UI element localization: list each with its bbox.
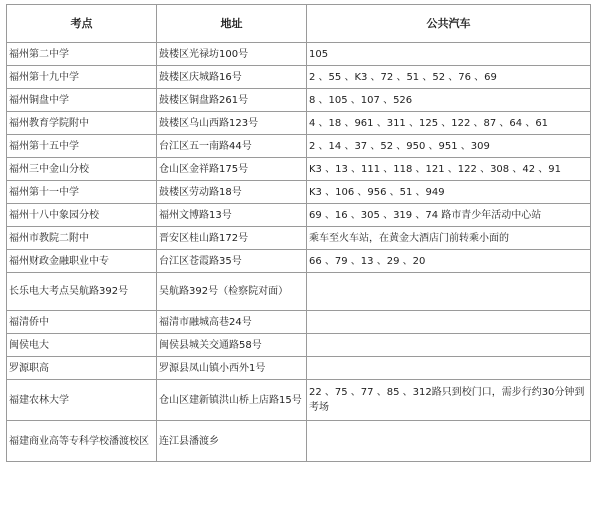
cell-bus: 2 、55 、K3 、72 、51 、52 、76 、69 <box>307 66 591 89</box>
cell-address: 仓山区建新镇洪山桥上店路15号 <box>157 380 307 421</box>
cell-site: 福州财政金融职业中专 <box>7 250 157 273</box>
cell-bus: 乘车至火车站，在黄金大酒店门前转乘小面的 <box>307 227 591 250</box>
cell-address: 仓山区金祥路175号 <box>157 158 307 181</box>
cell-bus <box>307 334 591 357</box>
cell-address: 晋安区桂山路172号 <box>157 227 307 250</box>
cell-site: 福州第二中学 <box>7 43 157 66</box>
cell-site: 福州第十九中学 <box>7 66 157 89</box>
cell-address: 台江区五一南路44号 <box>157 135 307 158</box>
cell-bus: 4 、18 、961 、311 、125 、122 、87 、64 、61 <box>307 112 591 135</box>
cell-bus: K3 、106 、956 、51 、949 <box>307 181 591 204</box>
cell-bus: 8 、105 、107 、526 <box>307 89 591 112</box>
cell-address: 福州文博路13号 <box>157 204 307 227</box>
cell-site: 福州教育学院附中 <box>7 112 157 135</box>
table-row <box>7 158 591 181</box>
exam-site-table <box>6 4 591 462</box>
cell-bus: 2 、14 、37 、52 、950 、951 、309 <box>307 135 591 158</box>
header-exam-site: 考点 <box>7 5 157 43</box>
cell-site: 福州铜盘中学 <box>7 89 157 112</box>
cell-address: 连江县潘渡乡 <box>157 421 307 462</box>
table-row <box>7 334 591 357</box>
table-row <box>7 311 591 334</box>
table-header-row <box>7 5 591 43</box>
table-row <box>7 227 591 250</box>
table-row <box>7 380 591 421</box>
table-row <box>7 66 591 89</box>
table-row <box>7 181 591 204</box>
cell-site: 福州十八中象园分校 <box>7 204 157 227</box>
table-row <box>7 89 591 112</box>
table-row <box>7 43 591 66</box>
cell-bus <box>307 273 591 311</box>
table-row <box>7 112 591 135</box>
cell-address: 福清市融城高巷24号 <box>157 311 307 334</box>
cell-site: 闽侯电大 <box>7 334 157 357</box>
cell-address: 吴航路392号（检察院对面） <box>157 273 307 311</box>
cell-address: 鼓楼区庆城路16号 <box>157 66 307 89</box>
cell-address: 鼓楼区铜盘路261号 <box>157 89 307 112</box>
header-bus: 公共汽车 <box>307 5 591 43</box>
cell-site: 罗源职高 <box>7 357 157 380</box>
cell-address: 罗源县凤山镇小西外1号 <box>157 357 307 380</box>
table-row <box>7 135 591 158</box>
cell-site: 福州第十一中学 <box>7 181 157 204</box>
cell-bus: 105 <box>307 43 591 66</box>
cell-site: 福州第十五中学 <box>7 135 157 158</box>
cell-site: 福清侨中 <box>7 311 157 334</box>
table-row <box>7 273 591 311</box>
cell-address: 台江区苍霞路35号 <box>157 250 307 273</box>
cell-site: 福州市教院二附中 <box>7 227 157 250</box>
cell-bus <box>307 357 591 380</box>
cell-site: 福州三中金山分校 <box>7 158 157 181</box>
cell-site: 福建商业高等专科学校潘渡校区 <box>7 421 157 462</box>
table-row <box>7 357 591 380</box>
cell-address: 鼓楼区光禄坊100号 <box>157 43 307 66</box>
cell-address: 闽侯县城关交通路58号 <box>157 334 307 357</box>
cell-bus: 22 、75 、77 、85 、312路只到校门口，需步行约30分钟到考场 <box>307 380 591 421</box>
cell-site: 长乐电大考点吴航路392号 <box>7 273 157 311</box>
table-row <box>7 204 591 227</box>
cell-bus: 69 、16 、305 、319 、74 路市青少年活动中心站 <box>307 204 591 227</box>
cell-site: 福建农林大学 <box>7 380 157 421</box>
cell-bus: K3 、13 、111 、118 、121 、122 、308 、42 、91 <box>307 158 591 181</box>
cell-address: 鼓楼区劳动路18号 <box>157 181 307 204</box>
cell-bus <box>307 421 591 462</box>
cell-bus: 66 、79 、13 、29 、20 <box>307 250 591 273</box>
cell-address: 鼓楼区乌山西路123号 <box>157 112 307 135</box>
table-row <box>7 250 591 273</box>
table-row <box>7 421 591 462</box>
cell-bus <box>307 311 591 334</box>
header-address: 地址 <box>157 5 307 43</box>
